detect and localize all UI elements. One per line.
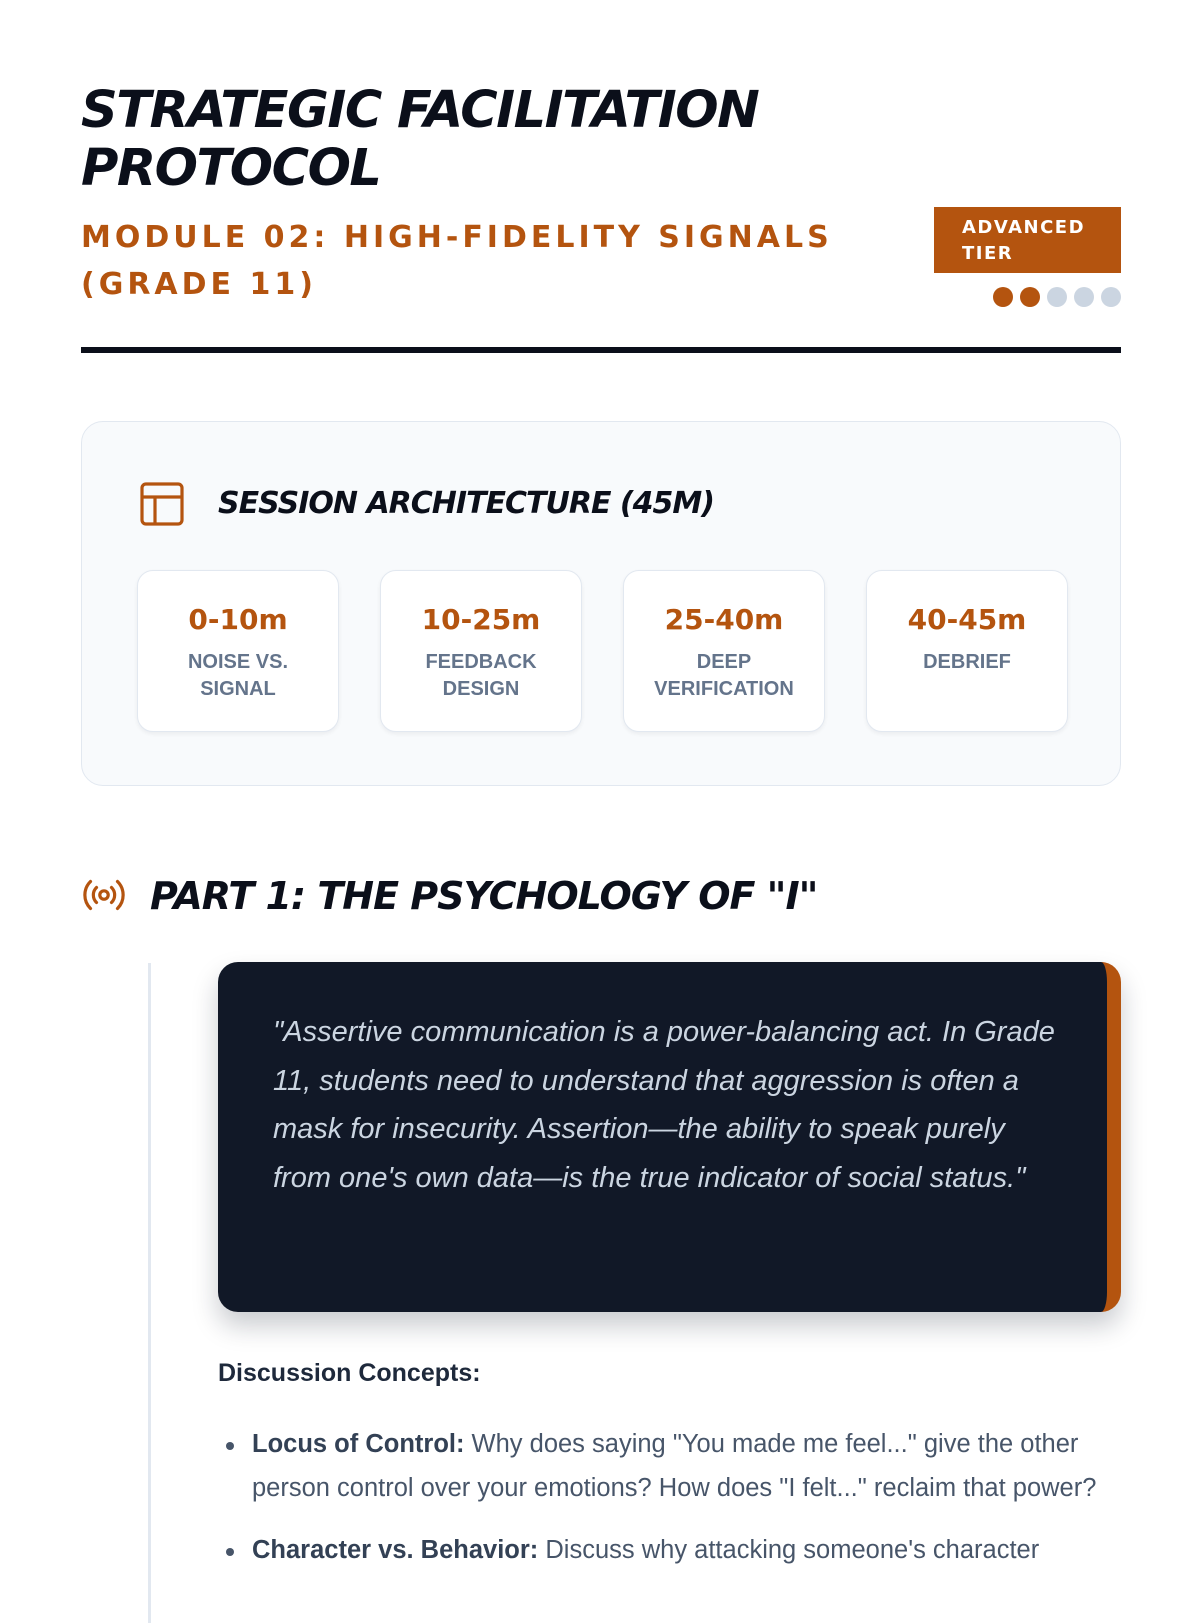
progress-dot-empty [1074, 287, 1094, 307]
concept-text: Why does saying "You made me feel..." give the other person control over your emotions? How does "I felt..." reclaim that power? [252, 1430, 1097, 1502]
progress-dot-empty [1047, 287, 1067, 307]
concept-list [218, 1423, 1148, 1592]
phase-label: FEEDBACK DESIGN [425, 651, 537, 700]
phase-card [866, 570, 1068, 732]
list-item [218, 1529, 1148, 1573]
header-divider [81, 347, 1121, 353]
concepts-heading: Discussion Concepts: [218, 1359, 481, 1387]
progress-dot-empty [1101, 287, 1121, 307]
progress-dot-filled [993, 287, 1013, 307]
layout-icon [139, 481, 185, 527]
module-subtitle [81, 214, 841, 308]
page-title-line1: STRATEGIC FACILITATION [81, 81, 759, 140]
tier-badge-line2: TIER [962, 243, 1014, 264]
module-subtitle-line2: (GRADE 11) [81, 267, 317, 302]
page-title [81, 82, 758, 198]
quote-card [218, 962, 1121, 1312]
phase-card [380, 570, 582, 732]
phase-label: DEBRIEF [923, 651, 1011, 673]
concept-term: Character vs. Behavior: [252, 1536, 539, 1564]
phase-card [137, 570, 339, 732]
progress-dots [993, 287, 1121, 307]
session-title: SESSION ARCHITECTURE (45M) [218, 486, 714, 521]
phase-time: 40-45m [907, 603, 1027, 636]
tier-badge-line1: ADVANCED [962, 217, 1086, 238]
tier-badge [934, 207, 1121, 273]
list-item [218, 1423, 1148, 1510]
phase-time: 10-25m [421, 603, 541, 636]
broadcast-icon [81, 875, 127, 915]
quote-text: "Assertive communication is a power-balancing act. In Grade 11, students need to understand that aggression is often a mask for insecurity. Assertion—the ability to speak purely from one's own data—is the true indicator of social status." [273, 1016, 1055, 1194]
phase-list [137, 570, 1068, 732]
page-title-line2: PROTOCOL [81, 139, 381, 198]
progress-dot-filled [1020, 287, 1040, 307]
phase-card [623, 570, 825, 732]
section-rail [148, 963, 151, 1623]
phase-label: DEEP VERIFICATION [654, 651, 794, 700]
concept-term: Locus of Control: [252, 1430, 465, 1458]
concept-text: Discuss why attacking someone's character [538, 1536, 1040, 1564]
phase-time: 25-40m [664, 603, 784, 636]
part-title: PART 1: THE PSYCHOLOGY OF "I" [150, 874, 818, 918]
module-subtitle-line1: MODULE 02: HIGH-FIDELITY SIGNALS [81, 220, 833, 255]
phase-time: 0-10m [188, 603, 288, 636]
session-architecture-card [81, 421, 1121, 786]
phase-label: NOISE VS. SIGNAL [187, 651, 289, 700]
